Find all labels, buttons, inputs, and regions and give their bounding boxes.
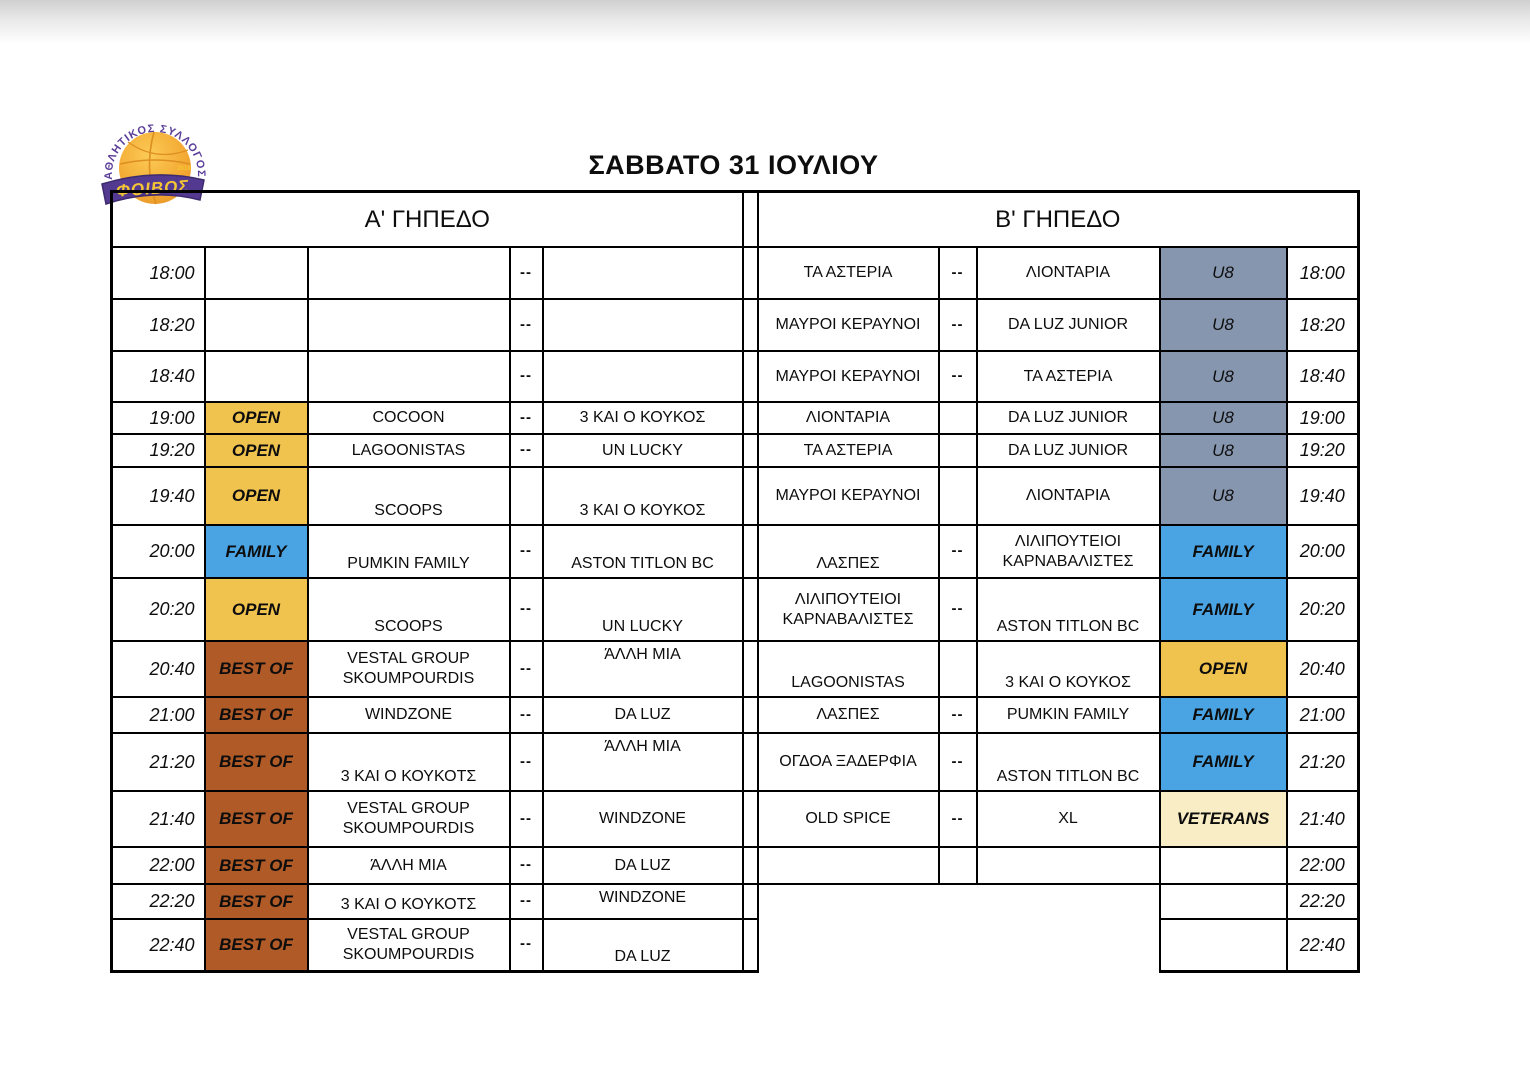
time-cell-b: 22:40: [1287, 919, 1359, 971]
separator-cell-a: --: [510, 697, 543, 733]
time-cell-a: 20:20: [112, 578, 205, 641]
time-cell-a: 18:40: [112, 351, 205, 402]
schedule-row: [112, 434, 1359, 467]
time-cell-b: 20:20: [1287, 578, 1359, 641]
team1-cell-b: ΛΙΟΝΤΑΡΙΑ: [758, 402, 939, 434]
separator-cell-a: --: [510, 847, 543, 884]
team1-cell-a: SCOOPS: [308, 467, 510, 525]
team1-cell-a: 3 ΚΑΙ Ο ΚΟΥΚΟΤΣ: [308, 884, 510, 919]
team1-cell-b: ΛΑΣΠΕΣ: [758, 525, 939, 578]
team2-cell-a: DA LUZ: [543, 847, 743, 884]
team1-cell-b: [758, 919, 939, 971]
schedule-row: [112, 697, 1359, 733]
separator-cell-b: --: [939, 299, 977, 351]
court-divider-cell: [743, 525, 758, 578]
schedule-row: [112, 791, 1359, 847]
team1-cell-b: ΛΙΛΙΠΟΥΤΕΙΟΙ ΚΑΡΝΑΒΑΛΙΣΤΕΣ: [758, 578, 939, 641]
team1-cell-a: WINDZONE: [308, 697, 510, 733]
court-divider-cell: [743, 299, 758, 351]
logo-arc-text: ΑΘΛΗΤΙΚΟΣ ΣΥΛΛΟΓΟΣ: [102, 122, 208, 180]
schedule-row: [112, 247, 1359, 299]
category-cell-a: BEST OF: [205, 919, 308, 971]
time-cell-a: 22:00: [112, 847, 205, 884]
team1-cell-a: VESTAL GROUP SKOUMPOURDIS: [308, 791, 510, 847]
team1-cell-b: ΟΓΔΟΑ ΞΑΔΕΡΦΙΑ: [758, 733, 939, 791]
team1-cell-b: OLD SPICE: [758, 791, 939, 847]
team2-cell-b: PUMKIN FAMILY: [977, 697, 1160, 733]
team1-cell-a: PUMKIN FAMILY: [308, 525, 510, 578]
team2-cell-a: UN LUCKY: [543, 578, 743, 641]
category-cell-a: BEST OF: [205, 884, 308, 919]
team2-cell-a: 3 ΚΑΙ Ο ΚΟΥΚΟΣ: [543, 467, 743, 525]
team2-cell-b: ASTON TITLON BC: [977, 578, 1160, 641]
category-cell-b: FAMILY: [1160, 578, 1287, 641]
time-cell-b: 20:40: [1287, 641, 1359, 697]
team1-cell-a: COCOON: [308, 402, 510, 434]
team2-cell-b: [977, 884, 1160, 919]
team2-cell-b: XL: [977, 791, 1160, 847]
time-cell-a: 22:20: [112, 884, 205, 919]
court-divider-cell: [743, 884, 758, 919]
time-cell-b: 19:20: [1287, 434, 1359, 467]
category-cell-a: BEST OF: [205, 791, 308, 847]
time-cell-b: 22:00: [1287, 847, 1359, 884]
team1-cell-a: LAGOONISTAS: [308, 434, 510, 467]
separator-cell-a: [510, 467, 543, 525]
court-divider-cell: [743, 791, 758, 847]
court-divider-cell: [743, 578, 758, 641]
separator-cell-b: --: [939, 733, 977, 791]
separator-cell-a: --: [510, 434, 543, 467]
separator-cell-b: [939, 884, 977, 919]
team1-cell-a: [308, 247, 510, 299]
separator-cell-a: --: [510, 641, 543, 697]
team2-cell-a: WINDZONE: [543, 884, 743, 919]
time-cell-a: 20:40: [112, 641, 205, 697]
court-divider-cell: [743, 467, 758, 525]
team1-cell-b: ΤΑ ΑΣΤΕΡΙΑ: [758, 434, 939, 467]
separator-cell-a: --: [510, 247, 543, 299]
schedule-row: [112, 351, 1359, 402]
court-divider-cell: [743, 247, 758, 299]
time-cell-b: 19:40: [1287, 467, 1359, 525]
separator-cell-b: [939, 402, 977, 434]
team2-cell-a: [543, 299, 743, 351]
schedule-row: [112, 467, 1359, 525]
court-divider-cell: [743, 434, 758, 467]
team1-cell-b: ΜΑΥΡΟΙ ΚΕΡΑΥΝΟΙ: [758, 351, 939, 402]
time-cell-a: 21:00: [112, 697, 205, 733]
page-top-shadow: [0, 0, 1530, 44]
court-divider-cell: [743, 641, 758, 697]
separator-cell-b: --: [939, 578, 977, 641]
separator-cell-b: --: [939, 791, 977, 847]
time-cell-a: 19:40: [112, 467, 205, 525]
separator-cell-b: --: [939, 525, 977, 578]
category-cell-b: [1160, 847, 1287, 884]
team1-cell-a: VESTAL GROUP SKOUMPOURDIS: [308, 919, 510, 971]
separator-cell-a: --: [510, 733, 543, 791]
team1-cell-b: ΤΑ ΑΣΤΕΡΙΑ: [758, 247, 939, 299]
schedule-row: [112, 847, 1359, 884]
category-cell-b: U8: [1160, 467, 1287, 525]
court-divider-cell: [743, 697, 758, 733]
time-cell-a: 22:40: [112, 919, 205, 971]
schedule-row: [112, 299, 1359, 351]
separator-cell-a: --: [510, 525, 543, 578]
category-cell-b: VETERANS: [1160, 791, 1287, 847]
time-cell-b: 21:40: [1287, 791, 1359, 847]
category-cell-a: BEST OF: [205, 697, 308, 733]
team2-cell-b: ΛΙΛΙΠΟΥΤΕΙΟΙ ΚΑΡΝΑΒΑΛΙΣΤΕΣ: [977, 525, 1160, 578]
separator-cell-a: --: [510, 791, 543, 847]
team1-cell-a: VESTAL GROUP SKOUMPOURDIS: [308, 641, 510, 697]
team1-cell-b: [758, 847, 939, 884]
team2-cell-a: ΆΛΛΗ ΜΙΑ: [543, 641, 743, 697]
time-cell-b: 18:00: [1287, 247, 1359, 299]
time-cell-a: 20:00: [112, 525, 205, 578]
category-cell-b: U8: [1160, 299, 1287, 351]
team1-cell-b: ΜΑΥΡΟΙ ΚΕΡΑΥΝΟΙ: [758, 299, 939, 351]
category-cell-b: U8: [1160, 247, 1287, 299]
category-cell-a: BEST OF: [205, 733, 308, 791]
separator-cell-b: --: [939, 247, 977, 299]
category-cell-b: U8: [1160, 402, 1287, 434]
team1-cell-a: 3 ΚΑΙ Ο ΚΟΥΚΟΤΣ: [308, 733, 510, 791]
team1-cell-a: [308, 351, 510, 402]
category-cell-a: OPEN: [205, 467, 308, 525]
time-cell-a: 19:00: [112, 402, 205, 434]
schedule-row: [112, 578, 1359, 641]
team2-cell-a: UN LUCKY: [543, 434, 743, 467]
separator-cell-a: --: [510, 299, 543, 351]
team2-cell-a: ASTON TITLON BC: [543, 525, 743, 578]
schedule-row: [112, 733, 1359, 791]
category-cell-a: OPEN: [205, 578, 308, 641]
team2-cell-a: [543, 247, 743, 299]
schedule-row: [112, 525, 1359, 578]
time-cell-b: 21:00: [1287, 697, 1359, 733]
team2-cell-b: DA LUZ JUNIOR: [977, 402, 1160, 434]
team2-cell-a: ΆΛΛΗ ΜΙΑ: [543, 733, 743, 791]
team1-cell-a: SCOOPS: [308, 578, 510, 641]
team2-cell-a: WINDZONE: [543, 791, 743, 847]
team1-cell-b: [758, 884, 939, 919]
separator-cell-a: --: [510, 884, 543, 919]
page-title: ΣΑΒΒΑΤΟ 31 ΙΟΥΛΙΟΥ: [588, 150, 879, 180]
separator-cell-a: --: [510, 351, 543, 402]
team1-cell-b: LAGOONISTAS: [758, 641, 939, 697]
team2-cell-a: DA LUZ: [543, 697, 743, 733]
separator-cell-b: [939, 467, 977, 525]
team1-cell-a: [308, 299, 510, 351]
separator-cell-b: --: [939, 351, 977, 402]
separator-cell-a: --: [510, 578, 543, 641]
team1-cell-b: ΛΑΣΠΕΣ: [758, 697, 939, 733]
team2-cell-b: DA LUZ JUNIOR: [977, 434, 1160, 467]
category-cell-b: U8: [1160, 351, 1287, 402]
court-divider-cell: [743, 402, 758, 434]
team1-cell-a: ΆΛΛΗ ΜΙΑ: [308, 847, 510, 884]
team2-cell-a: DA LUZ: [543, 919, 743, 971]
category-cell-a: OPEN: [205, 434, 308, 467]
court-divider-cell: [743, 847, 758, 884]
time-cell-b: 22:20: [1287, 884, 1359, 919]
team2-cell-b: DA LUZ JUNIOR: [977, 299, 1160, 351]
category-cell-b: [1160, 884, 1287, 919]
court-divider-cell: [743, 919, 758, 971]
category-cell-a: OPEN: [205, 402, 308, 434]
schedule-row: [112, 641, 1359, 697]
team1-cell-b: ΜΑΥΡΟΙ ΚΕΡΑΥΝΟΙ: [758, 467, 939, 525]
schedule-row: [112, 919, 1359, 971]
time-cell-a: 21:20: [112, 733, 205, 791]
separator-cell-b: [939, 434, 977, 467]
team2-cell-a: 3 ΚΑΙ Ο ΚΟΥΚΟΣ: [543, 402, 743, 434]
court-divider-cell: [743, 733, 758, 791]
category-cell-b: FAMILY: [1160, 697, 1287, 733]
time-cell-a: 19:20: [112, 434, 205, 467]
time-cell-a: 18:00: [112, 247, 205, 299]
category-cell-a: [205, 299, 308, 351]
category-cell-a: [205, 351, 308, 402]
separator-cell-b: [939, 847, 977, 884]
schedule-row: [112, 402, 1359, 434]
category-cell-a: [205, 247, 308, 299]
category-cell-a: FAMILY: [205, 525, 308, 578]
category-cell-b: FAMILY: [1160, 525, 1287, 578]
time-cell-b: 19:00: [1287, 402, 1359, 434]
time-cell-a: 18:20: [112, 299, 205, 351]
category-cell-b: [1160, 919, 1287, 971]
court-b-header: Β' ΓΗΠΕΔΟ: [758, 192, 1359, 248]
team2-cell-b: [977, 919, 1160, 971]
time-cell-b: 20:00: [1287, 525, 1359, 578]
separator-cell-b: [939, 641, 977, 697]
team2-cell-b: ΤΑ ΑΣΤΕΡΙΑ: [977, 351, 1160, 402]
court-divider-cell: [743, 192, 758, 248]
category-cell-a: BEST OF: [205, 847, 308, 884]
separator-cell-a: --: [510, 919, 543, 971]
category-cell-b: U8: [1160, 434, 1287, 467]
time-cell-a: 21:40: [112, 791, 205, 847]
time-cell-b: 21:20: [1287, 733, 1359, 791]
team2-cell-b: ΛΙΟΝΤΑΡΙΑ: [977, 247, 1160, 299]
time-cell-b: 18:40: [1287, 351, 1359, 402]
logo-club-name: ΦΟΙΒΟΣ: [115, 176, 190, 201]
logo-year: 2018: [177, 166, 191, 172]
schedule-table: [110, 190, 1360, 973]
category-cell-b: FAMILY: [1160, 733, 1287, 791]
separator-cell-a: --: [510, 402, 543, 434]
time-cell-b: 18:20: [1287, 299, 1359, 351]
court-header-row: [112, 192, 1359, 248]
category-cell-b: OPEN: [1160, 641, 1287, 697]
team2-cell-b: ΛΙΟΝΤΑΡΙΑ: [977, 467, 1160, 525]
category-cell-a: BEST OF: [205, 641, 308, 697]
court-divider-cell: [743, 351, 758, 402]
separator-cell-b: --: [939, 697, 977, 733]
team2-cell-a: [543, 351, 743, 402]
team2-cell-b: ASTON TITLON BC: [977, 733, 1160, 791]
separator-cell-b: [939, 919, 977, 971]
team2-cell-b: [977, 847, 1160, 884]
team2-cell-b: 3 ΚΑΙ Ο ΚΟΥΚΟΣ: [977, 641, 1160, 697]
court-a-header: Α' ΓΗΠΕΔΟ: [112, 192, 743, 248]
schedule-row: [112, 884, 1359, 919]
